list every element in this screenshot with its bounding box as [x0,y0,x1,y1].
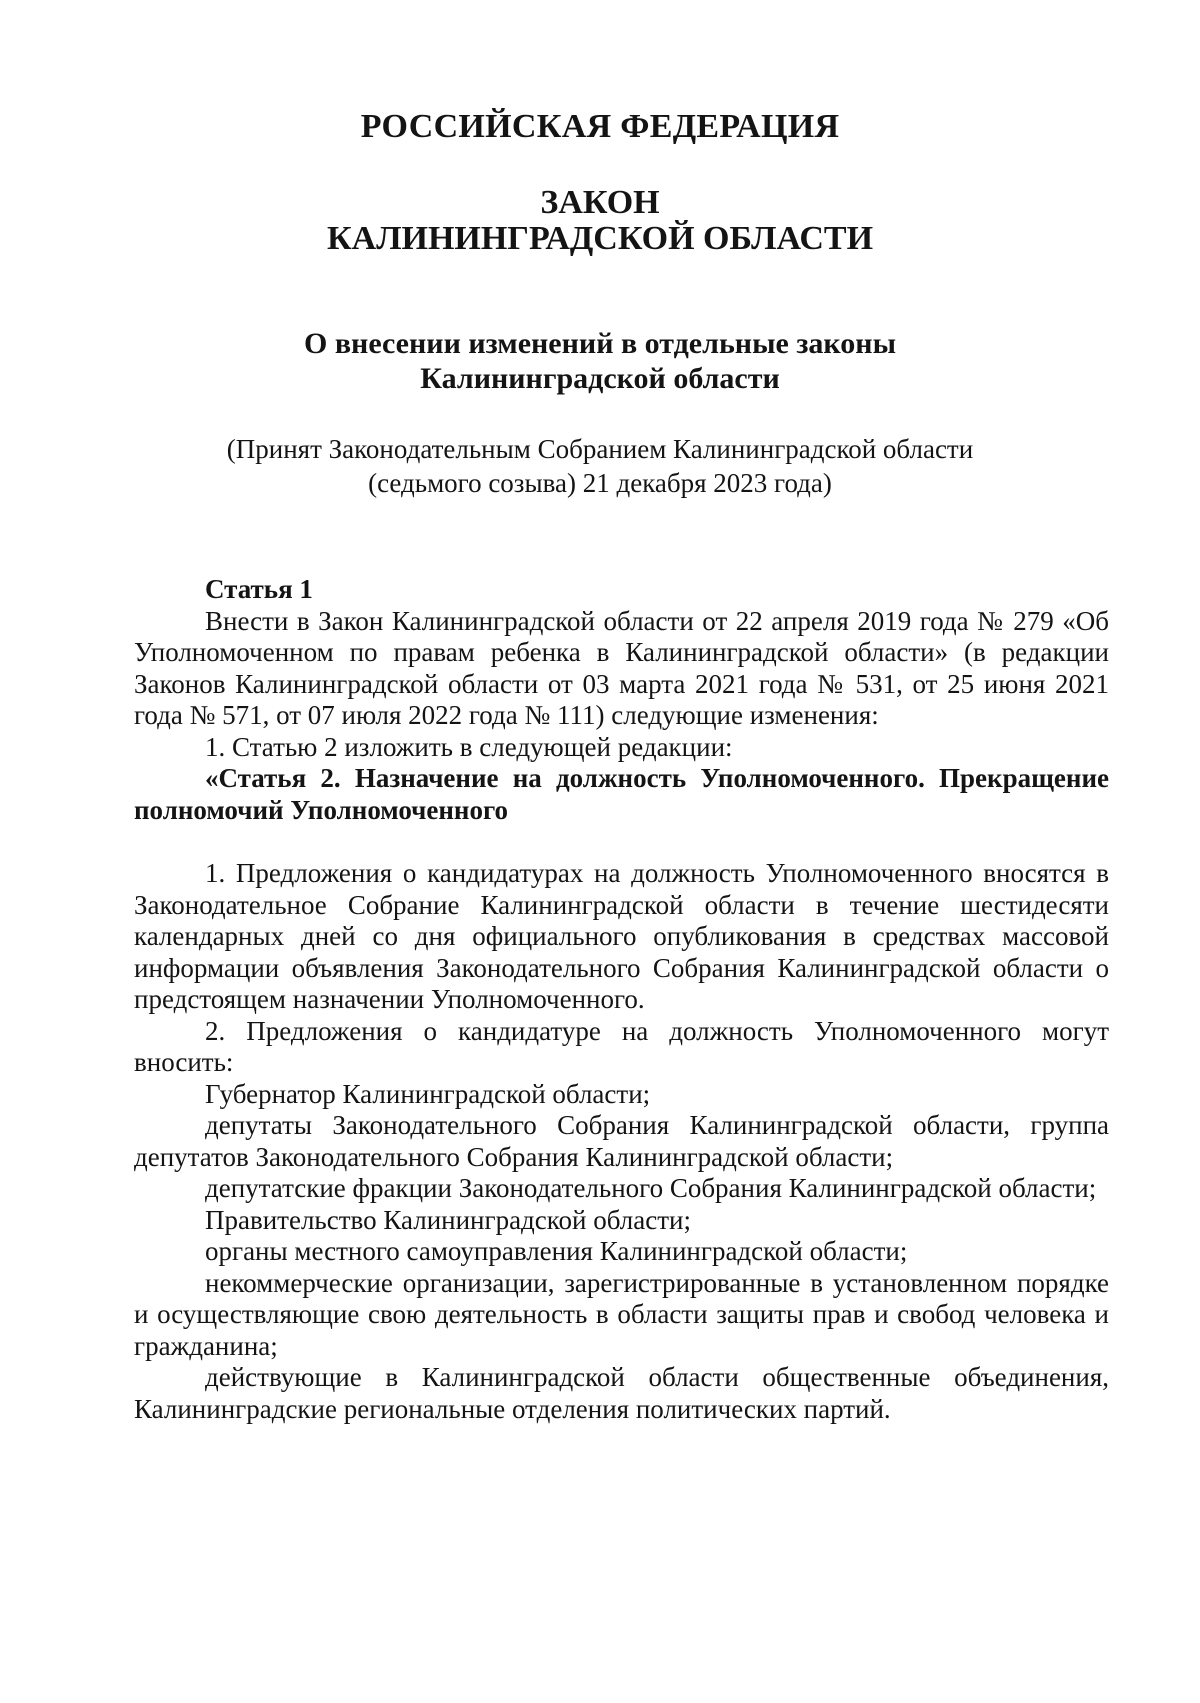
article-heading: Статья 1 [205,574,313,604]
amendment-item: 1. Статью 2 изложить в следующей редакции: [205,731,733,762]
law-title-line2: Калининградской области [420,362,780,395]
list-item: некоммерческие организации, зарегистрированные в установленном порядке и осуществляющие свою деятельность в области защиты прав и свобод человека и гражданина; [134,1267,1109,1361]
law-title-line1: О внесении изменений в отдельные законы [304,327,896,360]
paragraph-1: 1. Предложения о кандидатурах на должность Уполномоченного вносятся в Законодательное Собрание Калининградской области в течение шестидесяти календарных дней со дня официального опубликования в средствах массовой информации объявления Законодательного Собрания Калининградской области о предстоящем назначении Уполномоченного. [134,858,1109,1014]
law-region-heading: КАЛИНИНГРАДСКОЙ ОБЛАСТИ [326,220,874,257]
adoption-note-line1: (Принят Законодательным Собранием Калининградской области [226,434,974,464]
law-body [134,574,1109,1425]
law-heading: ЗАКОН [540,184,660,221]
list-item: органы местного самоуправления Калининградской области; [205,1236,908,1266]
list-item: действующие в Калининградской области общественные объединения, Калининградские региональные отделения политических партий. [134,1362,1109,1424]
amended-article-title: «Статья 2. Назначение на должность Уполномоченного. Прекращение полномочий Уполномоченного [134,763,1109,825]
list-item: депутаты Законодательного Собрания Калининградской области, группа депутатов Законодательного Собрания Калининградской области; [134,1110,1109,1172]
spacer [134,826,1109,858]
adoption-note-line2: (седьмого созыва) 21 декабря 2023 года) [368,468,832,498]
list-item: Правительство Калининградской области; [205,1204,691,1235]
article-intro: Внести в Закон Калининградской области от 22 апреля 2019 года № 279 «Об Уполномоченном по правам ребенка в Калининградской области» (в редакции Законов Калининградской области от 03 марта 2021 года № 531, от 25 июня 2021 года № 571, от 07 июля 2022 года № 111) следующие изменения: [134,605,1109,730]
list-item: Губернатор Калининградской области; [205,1078,651,1109]
paragraph-2: 2. Предложения о кандидатуре на должность Уполномоченного могут вносить: [134,1015,1109,1077]
list-item: депутатские фракции Законодательного Собрания Калининградской области; [205,1173,1097,1203]
country-heading: РОССИЙСКАЯ ФЕДЕРАЦИЯ [360,108,840,145]
